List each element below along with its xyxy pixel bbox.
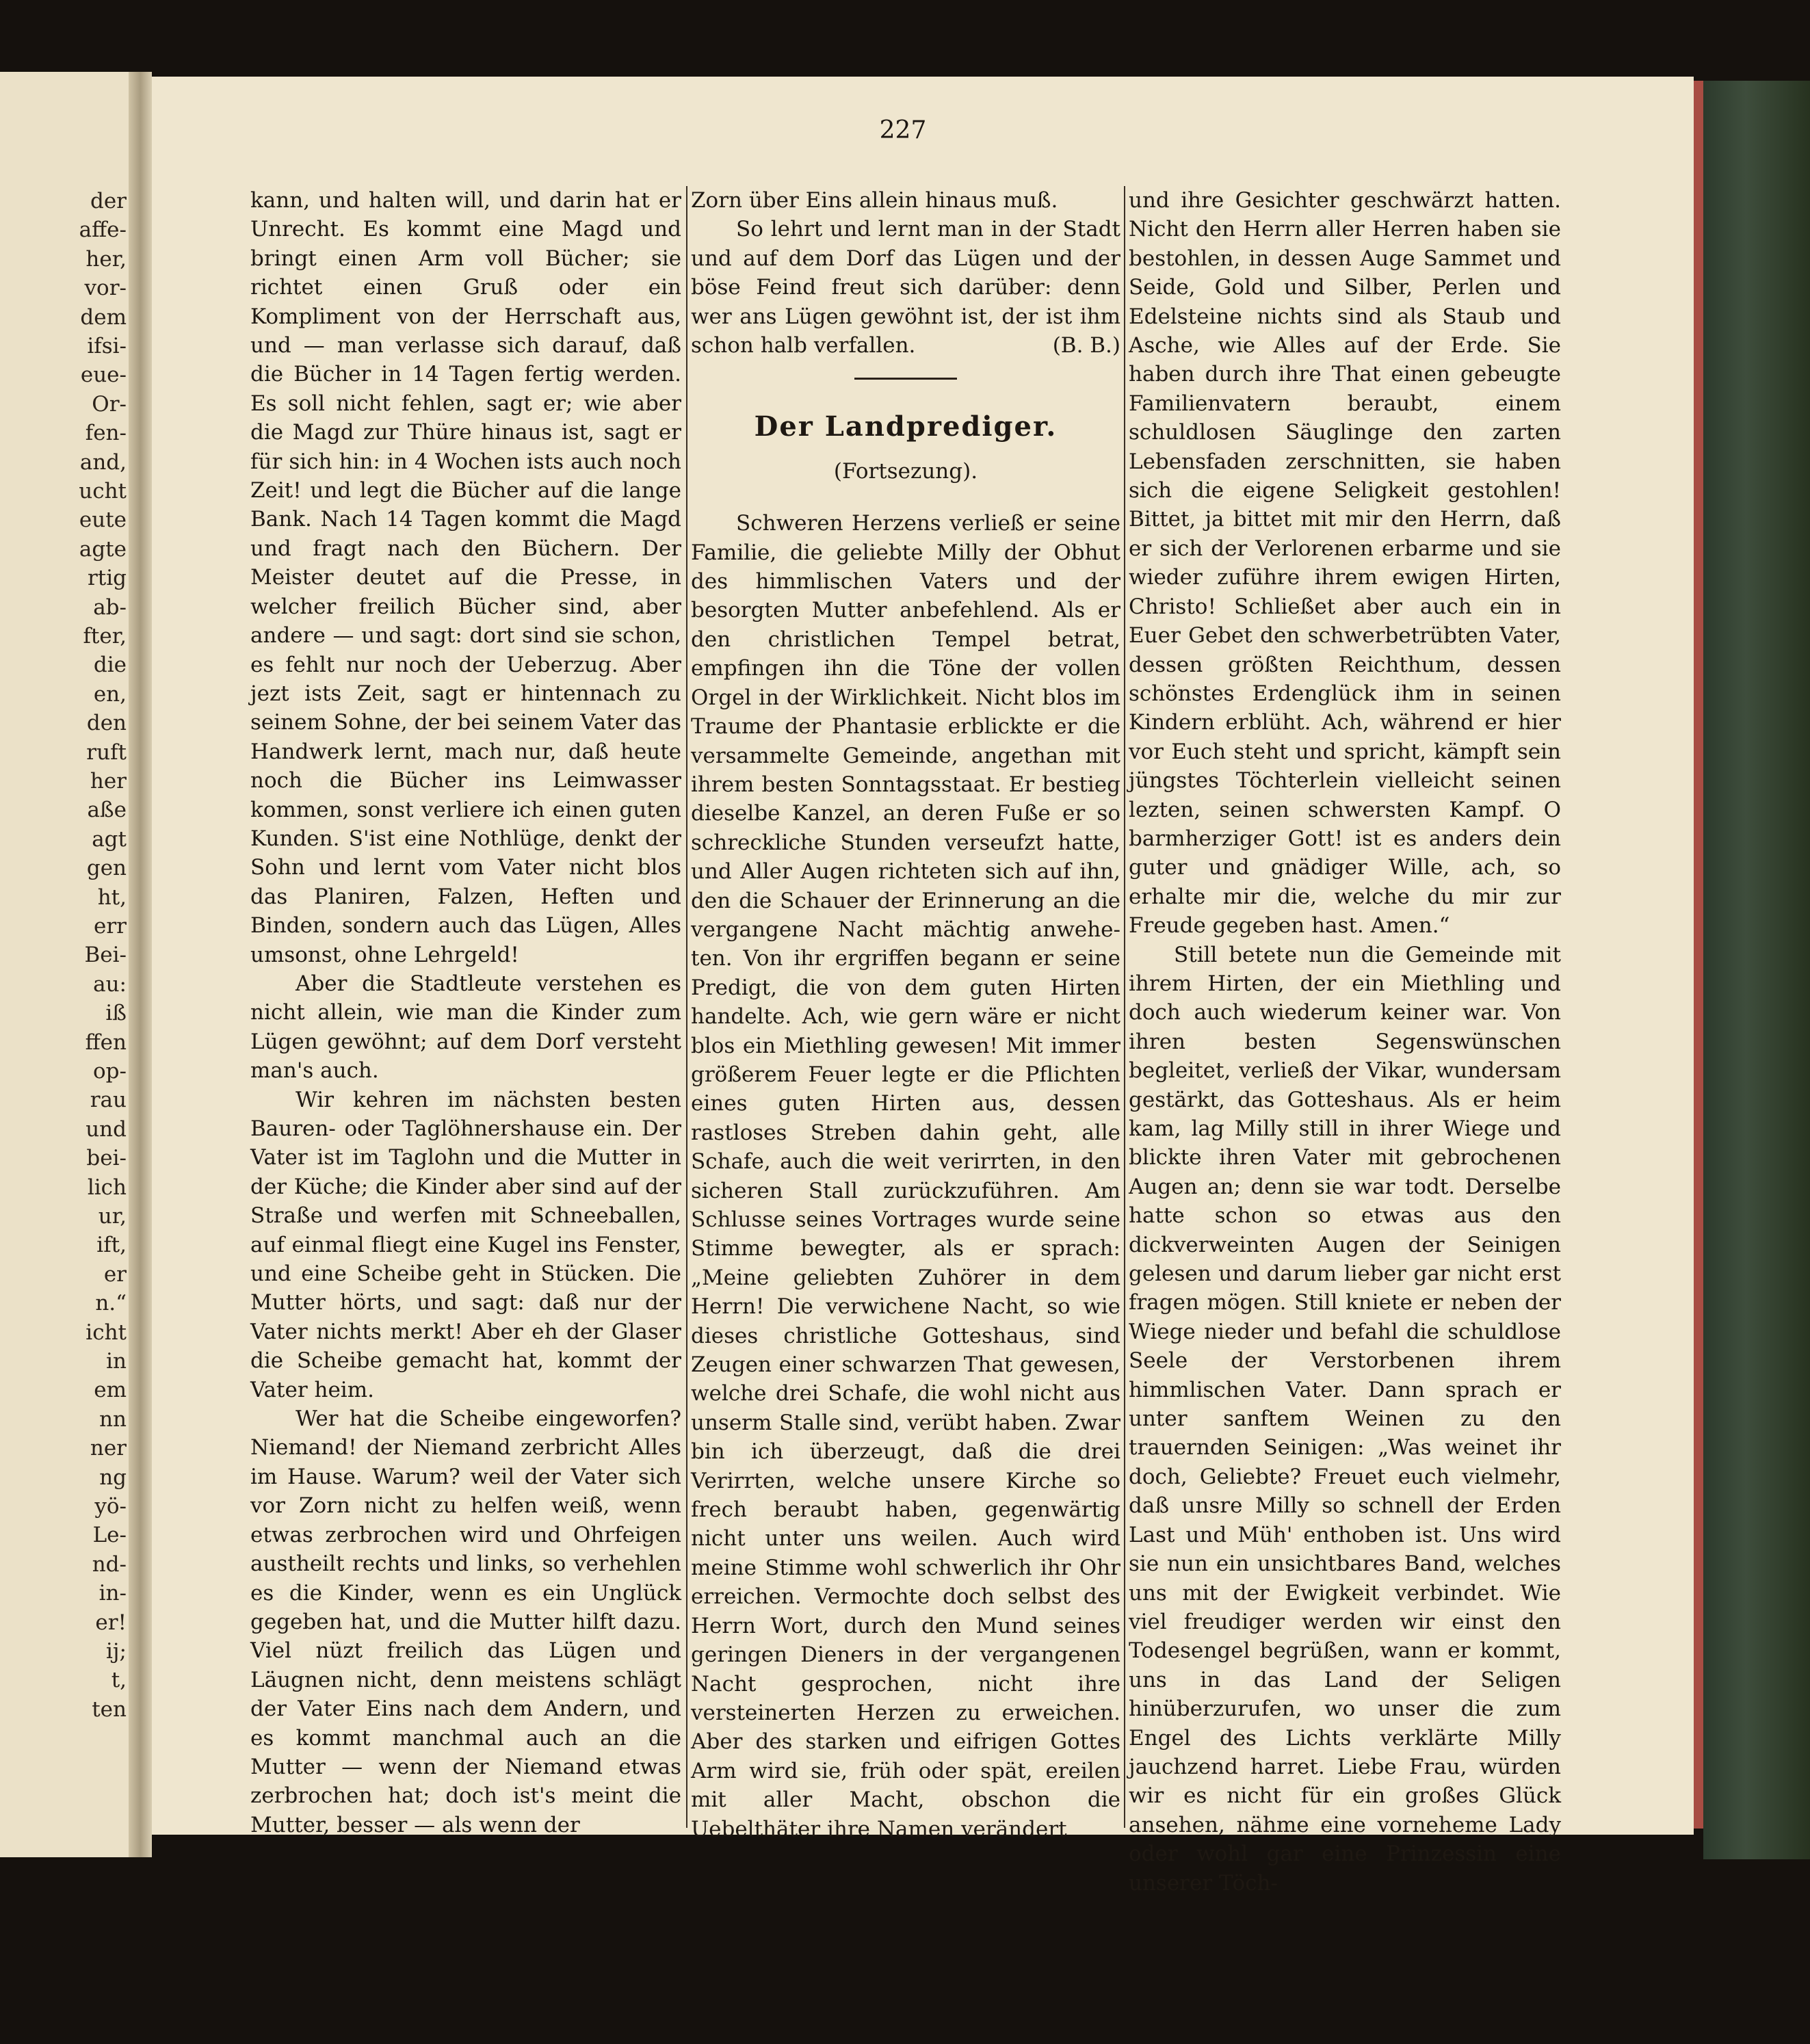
left-page-fragment: dem (80, 304, 127, 330)
left-page-fragment: op- (93, 1059, 127, 1084)
left-page-fragment: er (103, 1261, 127, 1287)
left-page-fragment: her (90, 769, 127, 794)
left-page-fragment: t, (111, 1668, 127, 1693)
section-separator (854, 378, 957, 380)
article-title: Der Landprediger. (754, 410, 1058, 443)
left-page-fragment: her, (86, 246, 127, 272)
left-page-fragment: agte (79, 536, 127, 562)
left-page-fragment: lich (87, 1175, 127, 1200)
page-number: 227 (879, 116, 927, 144)
left-page-fragment: rau (90, 1088, 127, 1113)
left-page-fragment: fter, (83, 624, 127, 648)
left-page-fragment: eue- (80, 363, 127, 388)
left-page-fragment: ur, (98, 1204, 127, 1229)
left-page-fragment: ner (90, 1436, 127, 1461)
column-rule-1 (686, 186, 687, 1828)
left-page-fragment: ab- (93, 594, 127, 620)
left-page-fragment: yö- (94, 1494, 127, 1519)
paragraph: Zorn über Eins allein hinaus muß. (691, 188, 1058, 213)
left-page-fragment: and, (79, 449, 127, 475)
paragraph: Schweren Herzens verließ er seine Familie, die geliebte Milly der Obhut des himmlischen Vaters und der besorgten Mutter anbefehlend. Als er den christlichen Tempel betrat, empfingen ihn die Töne der vollen Orgel in der Wirklichkeit. Nicht blos im Traume der Phantasie erblickte er die versammelte Gemeinde, angethan mit ihrem besten Sonntagsstaat. Er bestieg dieselbe Kanzel, an deren Fuße er so schreckliche Stunden verseufzt hatte, und Aller Augen richteten sich auf ihn, den die Schauer der Erinnerung an die vergangene Nacht mächtig anwehe- ten. Von ihr ergriffen begann er seine Predigt, die von dem guten Hirten handelte. Ach, wie gern wäre er nicht blos ein Miethling gewesen! Mit immer größerem Feuer legte er die Pflichten eines guten Hirten aus, dessen rastloses Streben dahin geht, alle Schafe, auch die weit verirrten, in den sicheren Stall zurückzuführen. Am Schlusse seines Vortrages wurde seine Stimme bewegter, als er sprach: „Meine geliebten Zuhörer in dem Herrn! Die verwichene Nacht, so wie dieses christliche Gotteshaus, sind Zeugen einer schwarzen That gewesen, welche drei Schafe, die wohl nicht aus unserm Stalle sind, verübt haben. Zwar bin ich überzeugt, daß die drei Verirrten, welche unsere Kirche so frech beraubt haben, gegenwärtig nicht unter uns weilen. Auch wird meine Stimme wohl schwerlich ihr Ohr erreichen. Vermochte doch selbst des Herrn Wort, durch den Mund seines geringen Dieners in der vergangenen Nacht gesprochen, nicht ihre versteinerten Herzen zu erweichen. Aber des starken und eifrigen Gottes Arm wird sie, früh oder spät, ereilen mit aller Macht, obschon die Uebelthäter ihre Namen verändert (691, 511, 1120, 1842)
page-edge (1694, 81, 1703, 1829)
left-page-fragment: ifsi- (87, 334, 127, 358)
left-page-fragment: rtig (87, 566, 127, 591)
left-page-fragment: ht, (97, 885, 127, 910)
left-page-fragment: en, (93, 681, 127, 707)
left-page-fragment: gen (86, 856, 127, 881)
left-page-fragment: eute (79, 508, 127, 533)
left-page-fragment: bei- (86, 1146, 127, 1171)
left-page-fragment: Bei- (84, 943, 127, 968)
left-page-fragment: den (86, 711, 127, 736)
left-page-fragment: ift, (96, 1233, 127, 1258)
book-gutter (129, 72, 152, 1857)
column-3 (1129, 186, 1561, 1898)
book-cover (1703, 81, 1810, 1859)
left-page-fragment: aße (87, 798, 127, 823)
left-page-fragment: iß (105, 1001, 127, 1026)
left-page-fragment: ten (92, 1696, 127, 1722)
left-page-fragment: ucht (79, 479, 127, 503)
paragraph (691, 215, 1120, 360)
left-page-fragment: Le- (92, 1523, 127, 1548)
paragraph: Wir kehren im nächsten besten Bauren- oder Taglöhnershause ein. Der Vater ist im Taglohn und die Mutter in der Küche; die Kinder aber sind auf der Straße und werfen mit Schneeballen, auf einmal fliegt eine Kugel ins Fenster, und eine Scheibe geht in Stücken. Die Mutter hörts, und sagt: daß nur der Vater nichts merkt! Aber eh der Glaser die Scheibe gemacht hat, kommt der Vater heim. (250, 1087, 681, 1402)
left-page-fragment: n.“ (95, 1291, 127, 1316)
left-page-fragment: nn (99, 1406, 127, 1432)
left-page-fragment: ruft (86, 739, 127, 765)
left-page-fragment: nd- (92, 1551, 127, 1577)
left-page (0, 72, 140, 1857)
left-page-fragment: ij; (106, 1639, 127, 1664)
left-page-fragment: em (94, 1378, 127, 1403)
left-page-fragment: und (86, 1116, 127, 1142)
column-rule-2 (1124, 186, 1125, 1828)
paragraph: Aber die Stadtleute verstehen es nicht allein, wie man die Kinder zum Lügen gewöhnt; auf dem Dorf versteht man's auch. (250, 971, 681, 1084)
paragraph: Wer hat die Scheibe eingeworfen? Niemand! der Niemand zerbricht Alles im Hause. Warum? weil der Vater sich vor Zorn nicht zu helfen weiß, wenn etwas zerbrochen wird und Ohrfeigen austheilt rechts und links, so verhehlen es die Kinder, wenn es ein Unglück gegeben hat, und die Mutter hilft dazu. Viel nüzt freilich das Lügen und Läugnen nicht, denn meistens schlägt der Vater Eins nach dem Andern, und es kommt manchmal auch an die Mutter — wenn der Niemand etwas zerbrochen hat; doch ist's meint die Mutter, besser — als wenn der (250, 1406, 681, 1837)
left-page-fragment: die (93, 653, 127, 678)
paragraph: Still betete nun die Gemeinde mit ihrem Hirten, der ein Miethling und doch auch wiederum keiner war. Von ihren besten Segenswünschen begleitet, verließ der Vikar, wundersam gestärkt, das Gotteshaus. Als er heim kam, lag Milly still in ihrer Wiege und blickte ihren Vater mit gebrochenen Augen an; denn sie war todt. Derselbe hatte schon so etwas aus den dickverweinten Augen der Seinigen gelesen und darum lieber gar nicht erst fragen mögen. Still kniete er neben der Wiege nieder und befahl die schuldlose Seele der Verstorbenen ihrem himmlischen Vater. Dann sprach er unter sanftem Weinen zu den trauernden Seinigen: „Was weinet ihr doch, Geliebte? Freuet euch vielmehr, daß unsre Milly so schnell der Erden Last und Müh' enthoben ist. Uns wird sie nun ein unsichtbares Band, welches uns mit der Ewigkeit verbindet. Wie viel freudiger werden wir einst den Todesengel begrüßen, wann er kommt, uns in das Land der Seligen hinüberzurufen, wo unser die zum Engel des Lichts verklärte Milly jauchzend harret. Liebe Frau, würden wir es nicht für ein großes Glück ansehen, nähme eine vorneheme Lady oder wohl gar eine Prinzessin eine unserer Töch- (1129, 942, 1561, 1896)
left-page-fragment: der (90, 189, 127, 213)
article-subtitle: (Fortsezung). (833, 458, 978, 484)
left-page-fragment: ffen (85, 1030, 127, 1055)
left-page-fragment: in- (99, 1581, 127, 1606)
author-signature: (B. B.) (1052, 333, 1120, 358)
left-page-fragment: err (94, 914, 127, 939)
left-page-fragment: in (106, 1349, 127, 1374)
left-page-fragment: ng (99, 1465, 127, 1490)
paragraph: und ihre Gesichter geschwärzt hatten. Nicht den Herrn aller Herren haben sie bestohlen, in dessen Auge Sammet und Seide, Gold und Silber, Perlen und Edelsteine nichts sind als Staub und Asche, wie Alles auf der Erde. Sie haben durch ihre That einen gebeugte Familienvatern beraubt, einem schuldlosen Säuglinge den zarten Lebensfaden zerschnitten, sie haben sich die eigene Seligkeit gestohlen! Bittet, ja bittet mit mir den Herrn, daß er sich der Verlorenen erbarme und sie wieder zuführe ihrem ewigen Hirten, Christo! Schließet aber auch ein in Euer Gebet den schwerbetrübten Vater, dessen größten Reichthum, dessen schönstes Erdenglück ihm in seinen Kindern erblüht. Ach, während er hier vor Euch steht und spricht, kämpft sein jüngstes Töchterlein vielleicht seinen lezten, seinen schwersten Kampf. O barmherziger Gott! ist es anders dein guter und gnädiger Wille, ach, so erhalte mir die, welche du mir zur Freude gegeben hast. Amen.“ (1129, 188, 1561, 939)
left-page-fragment: au: (93, 971, 127, 997)
paragraph-text: So lehrt und lernt man in der Stadt und auf dem Dorf das Lügen und der böse Feind freut sich darüber: denn wer ans Lügen gewöhnt ist, der ist ihm schon halb verfallen. (691, 217, 1120, 358)
column-2 (691, 186, 1120, 1844)
left-page-fragment: vor- (84, 276, 127, 301)
left-page-fragment: fen- (85, 421, 127, 446)
left-page-fragment: affe- (79, 218, 127, 243)
left-page-fragment: agt (92, 826, 127, 852)
column-1 (250, 186, 681, 1839)
left-page-fragment: icht (86, 1320, 127, 1345)
paragraph: kann, und halten will, und darin hat er Unrecht. Es kommt eine Magd und bringt einen Arm voll Bücher; sie richtet einen Gruß oder ein Kompliment von der Herrschaft aus, und — man verlasse sich darauf, daß die Bücher in 14 Tagen fertig werden. Es soll nicht fehlen, sagt er; wie aber die Magd zur Thüre hinaus ist, sagt er für sich hin: in 4 Wochen ists auch noch Zeit! und legt die Bücher auf die lange Bank. Nach 14 Tagen kommt die Magd und fragt nach den Büchern. Der Meister deutet auf die Presse, in welcher freilich Bücher sind, aber andere — und sagt: dort sind sie schon, es fehlt nur noch der Ueberzug. Aber jezt ists Zeit, sagt er hintennach zu seinem Sohne, der bei seinem Vater das Handwerk lernt, mach nur, daß heute noch die Bücher ins Leimwasser kommen, sonst verliere ich einen guten Kunden. S'ist eine Nothlüge, denkt der Sohn und lernt vom Vater nicht blos das Planiren, Falzen, Heften und Binden, sondern auch das Lügen, Alles umsonst, ohne Lehrgeld! (250, 188, 681, 967)
left-page-fragment: Or- (92, 391, 127, 417)
left-page-fragment: er! (95, 1610, 127, 1635)
